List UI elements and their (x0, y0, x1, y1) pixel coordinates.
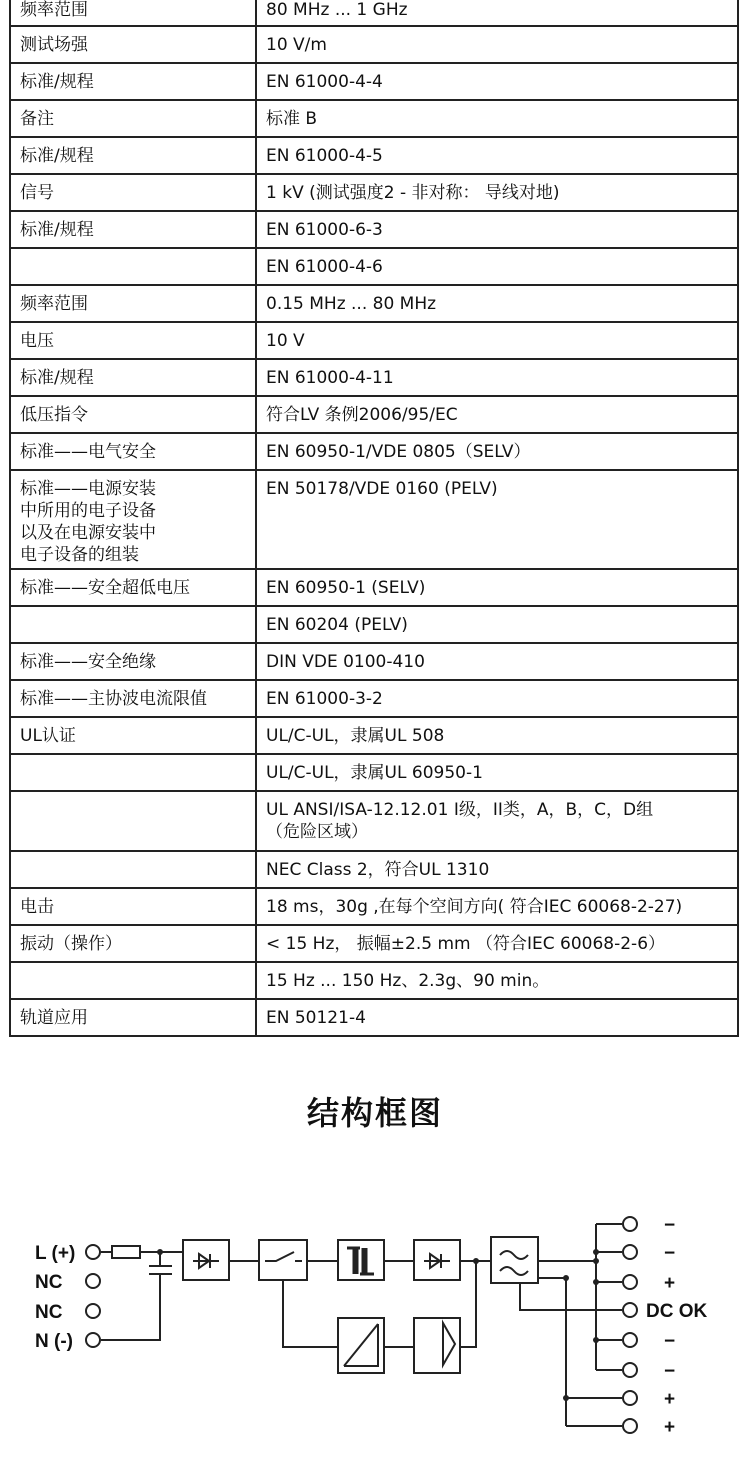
output-terminal-7 (623, 1391, 637, 1405)
spec-value-cell: EN 60950-1 (SELV) (266, 578, 426, 598)
spec-param-cell: 电击 (11, 889, 257, 924)
spec-row (9, 755, 739, 792)
fuse-symbol (112, 1246, 140, 1258)
spec-row (9, 570, 739, 607)
spec-row (9, 889, 739, 926)
spec-param-cell: UL认证 (11, 718, 257, 753)
spec-param-cell: 频率范围 (11, 286, 257, 321)
spec-value-cell: 18 ms，30g ,在每个空间方向( 符合IEC 60068-2-27) (266, 897, 683, 917)
output-label-8: + (664, 1417, 676, 1438)
output-label-dcok: DC OK (646, 1301, 708, 1322)
output-terminal-3 (623, 1275, 637, 1289)
spec-param-cell: 备注 (11, 101, 257, 136)
spec-row (9, 360, 739, 397)
capacitor-symbol (149, 1252, 172, 1289)
spec-value-cell: 80 MHz ... 1 GHz (266, 0, 408, 20)
spec-row (9, 963, 739, 1000)
output-label-6: − (664, 1361, 676, 1382)
spec-param-cell: 标准——电气安全 (11, 434, 257, 469)
spec-param-cell: 频率范围 (11, 0, 257, 25)
spec-param-cell: 标准——安全绝缘 (11, 644, 257, 679)
spec-param-cell: 信号 (11, 175, 257, 210)
output-terminal-8 (623, 1419, 637, 1433)
input-terminal-nc2 (86, 1304, 100, 1318)
spec-row (9, 792, 739, 852)
spec-value-cell: 15 Hz ... 150 Hz、2.3g、90 min。 (266, 971, 550, 991)
spec-value-cell: EN 61000-6-3 (266, 220, 383, 240)
spec-row (9, 64, 739, 101)
spec-value-cell: EN 61000-3-2 (266, 689, 383, 709)
output-label-3: + (664, 1273, 676, 1294)
output-label-5: − (664, 1331, 676, 1352)
output-label-2: − (664, 1243, 676, 1264)
spec-value-cell: UL/C-UL，隶属UL 60950-1 (266, 763, 483, 783)
wire-n-line (101, 1289, 160, 1340)
spec-param-cell: 标准/规程 (11, 138, 257, 173)
spec-param-cell: 标准——主协波电流限值 (11, 681, 257, 716)
spec-value-cell: 符合LV 条例2006/95/EC (266, 405, 458, 425)
spec-row (9, 471, 739, 570)
spec-param-cell: 标准/规程 (11, 360, 257, 395)
spec-value-cell: EN 61000-4-6 (266, 257, 383, 277)
output-label-7: + (664, 1389, 676, 1410)
spec-param-cell (11, 607, 257, 642)
input-terminal-l (86, 1245, 100, 1259)
spec-param-cell: 轨道应用 (11, 1000, 257, 1035)
output-terminal-5 (623, 1333, 637, 1347)
spec-row (9, 681, 739, 718)
output-terminal-2 (623, 1245, 637, 1259)
spec-param-cell: 标准——安全超低电压 (11, 570, 257, 605)
spec-row (9, 1000, 739, 1037)
spec-row (9, 926, 739, 963)
output-label-1: − (664, 1215, 676, 1236)
input-terminal-nc1 (86, 1274, 100, 1288)
spec-row (9, 175, 739, 212)
spec-param-cell (11, 755, 257, 790)
output-terminal-6 (623, 1363, 637, 1377)
spec-row (9, 138, 739, 175)
spec-row (9, 101, 739, 138)
input-label-l: L (+) (35, 1243, 76, 1264)
spec-table (9, 0, 739, 1037)
spec-param-cell (11, 792, 257, 850)
spec-row (9, 249, 739, 286)
spec-value-cell: < 15 Hz， 振幅±2.5 mm （符合IEC 60068-2-6） (266, 934, 666, 954)
spec-row (9, 852, 739, 889)
spec-value-cell: 10 V/m (266, 35, 327, 55)
spec-value-cell: UL/C-UL，隶属UL 508 (266, 726, 445, 746)
section-title: 结构框图 (306, 1094, 443, 1132)
spec-value-cell: EN 60204 (PELV) (266, 615, 408, 635)
spec-value-cell: DIN VDE 0100-410 (266, 652, 425, 672)
spec-value-cell: UL ANSI/ISA-12.12.01 I级，II类，A，B，C，D组 （危险区域） (266, 800, 654, 842)
spec-param-cell (11, 963, 257, 998)
output-terminal-1 (623, 1217, 637, 1231)
spec-row (9, 27, 739, 64)
spec-row (9, 644, 739, 681)
output-terminal-dcok (623, 1303, 637, 1317)
spec-row (9, 212, 739, 249)
spec-param-cell: 测试场强 (11, 27, 257, 62)
spec-value-cell: 0.15 MHz ... 80 MHz (266, 294, 437, 314)
spec-value-cell: EN 61000-4-5 (266, 146, 383, 166)
spec-param-cell: 标准——电源安装 中所用的电子设备 以及在电源安装中 电子设备的组装 (11, 471, 257, 568)
spec-value-cell: EN 61000-4-4 (266, 72, 383, 92)
spec-value-cell: EN 61000-4-11 (266, 368, 394, 388)
spec-param-cell: 振动（操作） (11, 926, 257, 961)
input-label-n: N (-) (35, 1331, 73, 1352)
spec-row (9, 0, 739, 27)
spec-row (9, 718, 739, 755)
input-label-nc2: NC (35, 1302, 63, 1323)
spec-value-cell: EN 50178/VDE 0160 (PELV) (266, 479, 498, 499)
spec-param-cell (11, 852, 257, 887)
spec-row (9, 286, 739, 323)
spec-value-cell: 1 kV (测试强度2 - 非对称： 导线对地) (266, 183, 560, 203)
spec-param-cell: 低压指令 (11, 397, 257, 432)
spec-value-cell: 标准 B (266, 109, 318, 129)
input-terminal-n (86, 1333, 100, 1347)
spec-value-cell: EN 60950-1/VDE 0805（SELV） (266, 442, 531, 462)
spec-param-cell: 电压 (11, 323, 257, 358)
input-label-nc1: NC (35, 1272, 63, 1293)
spec-row (9, 323, 739, 360)
spec-value-cell: 10 V (266, 331, 305, 351)
spec-param-cell (11, 249, 257, 284)
spec-value-cell: EN 50121-4 (266, 1008, 366, 1028)
spec-row (9, 607, 739, 644)
spec-param-cell: 标准/规程 (11, 64, 257, 99)
block-diagram (0, 1200, 750, 1465)
spec-value-cell: NEC Class 2，符合UL 1310 (266, 860, 490, 880)
spec-param-cell: 标准/规程 (11, 212, 257, 247)
filter-block (491, 1237, 538, 1283)
spec-row (9, 434, 739, 471)
spec-row (9, 397, 739, 434)
